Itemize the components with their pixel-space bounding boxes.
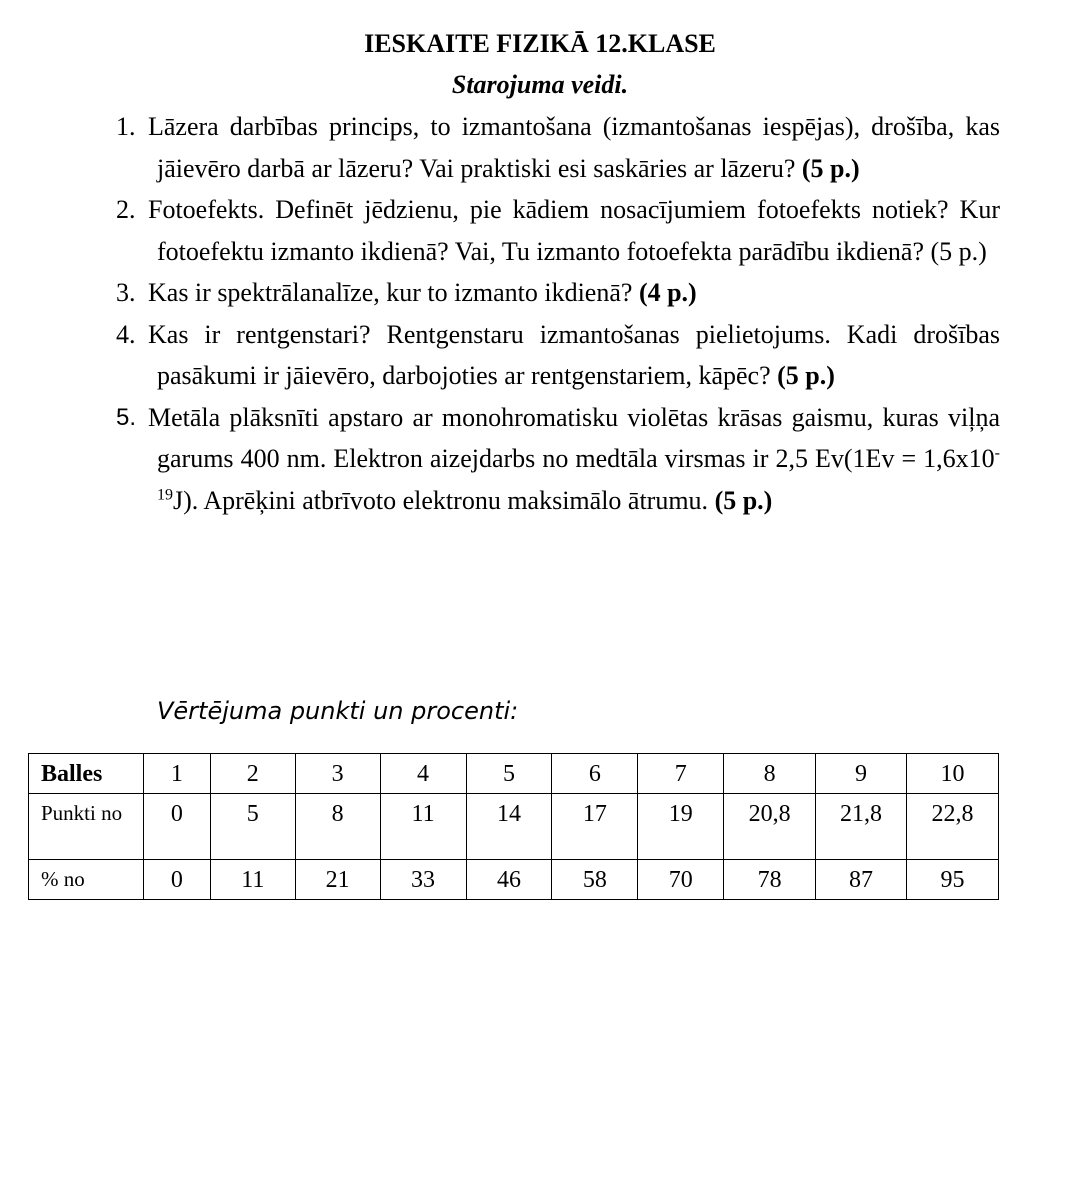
table-cell: 20,8 xyxy=(724,794,816,860)
table-cell: 21,8 xyxy=(816,794,907,860)
table-cell: 5 xyxy=(466,754,552,794)
question-number: 3. xyxy=(116,278,136,307)
table-cell: 58 xyxy=(552,860,638,900)
question-body xyxy=(148,314,1000,397)
table-cell: 46 xyxy=(466,860,552,900)
table-cell: 21 xyxy=(295,860,380,900)
question-points: (5 p.) xyxy=(777,361,835,390)
table-cell: 10 xyxy=(907,754,999,794)
row-label: Balles xyxy=(29,754,144,794)
question-item xyxy=(116,272,1000,314)
table-cell: 8 xyxy=(295,794,380,860)
question-text: Metāla plāksnīti apstaro ar monohromatisku violētas krāsas gaismu, kuras viļņa garums 400 nm. Elektron aizejdarbs no medtāla virsmas ir 2,5 Ev(1Ev = 1,6x10 xyxy=(148,402,1000,473)
table-cell: 0 xyxy=(143,860,210,900)
grading-table xyxy=(28,753,999,900)
table-cell: 11 xyxy=(380,794,466,860)
document-subtitle: Starojuma veidi. xyxy=(451,70,629,99)
question-number: 4. xyxy=(116,319,136,349)
table-cell: 33 xyxy=(380,860,466,900)
row-label: % no xyxy=(29,860,144,900)
table-cell: 70 xyxy=(638,860,724,900)
table-cell: 9 xyxy=(816,754,907,794)
table-cell: 17 xyxy=(552,794,638,860)
question-text: Kas ir rentgenstari? Rentgenstaru izmantošanas pielietojums. Kadi drošības pasākumi ir jāievēro, darbojoties ar rentgenstariem, kāpēc? xyxy=(148,319,1000,390)
question-points: (5 p.) xyxy=(714,485,773,515)
exponent: -19 xyxy=(157,444,1000,503)
document-title: IESKAITE FIZIKĀ 12.KLASE xyxy=(364,29,716,58)
question-text: Fotoefekts. Definēt jēdzienu, pie kādiem nosacījumiem fotoefekts notiek? Kur fotoefektu izmanto ikdienā? Vai, Tu izmanto fotoefekta parādību ikdienā? xyxy=(148,195,1000,266)
table-cell: 2 xyxy=(210,754,295,794)
question-body xyxy=(148,189,1000,272)
question-list xyxy=(116,106,1000,521)
table-cell: 11 xyxy=(210,860,295,900)
question-number: 1. xyxy=(116,112,136,141)
question-text: Kas ir spektrālanalīze, kur to izmanto ikdienā? xyxy=(148,278,639,307)
table-cell: 3 xyxy=(295,754,380,794)
question-points: (5 p.) xyxy=(930,236,987,266)
table-cell: 78 xyxy=(724,860,816,900)
question-item xyxy=(116,397,1000,522)
table-cell: 95 xyxy=(907,860,999,900)
table-cell: 87 xyxy=(816,860,907,900)
grading-heading: Vērtējuma punkti un procenti: xyxy=(157,697,519,725)
question-points: (5 p.) xyxy=(801,153,860,183)
question-item xyxy=(116,314,1000,397)
table-cell: 5 xyxy=(210,794,295,860)
question-body xyxy=(148,397,1000,522)
table-cell: 19 xyxy=(638,794,724,860)
table-cell: 1 xyxy=(143,754,210,794)
question-item xyxy=(116,106,1000,189)
table-cell: 0 xyxy=(143,794,210,860)
table-row xyxy=(29,860,999,900)
table-cell: 7 xyxy=(638,754,724,794)
question-number: 5. xyxy=(116,403,137,431)
table-row xyxy=(29,794,999,860)
table-row xyxy=(29,754,999,794)
question-text-continued: J). Aprēķini atbrīvoto elektronu maksimālo ātrumu. xyxy=(173,485,715,515)
question-item xyxy=(116,189,1000,272)
table-cell: 22,8 xyxy=(907,794,999,860)
question-body xyxy=(148,106,1000,189)
question-text: Lāzera darbības princips, to izmantošana (izmantošanas iespējas), drošība, kas jāievēro darbā ar lāzeru? Vai praktiski esi saskāries ar lāzeru? xyxy=(148,112,1000,183)
table-cell: 6 xyxy=(552,754,638,794)
table-cell: 14 xyxy=(466,794,552,860)
question-points: (4 p.) xyxy=(638,278,697,307)
row-label: Punkti no xyxy=(29,794,144,860)
question-body xyxy=(148,272,1000,314)
table-cell: 4 xyxy=(380,754,466,794)
table-cell: 8 xyxy=(724,754,816,794)
question-number: 2. xyxy=(116,195,136,224)
